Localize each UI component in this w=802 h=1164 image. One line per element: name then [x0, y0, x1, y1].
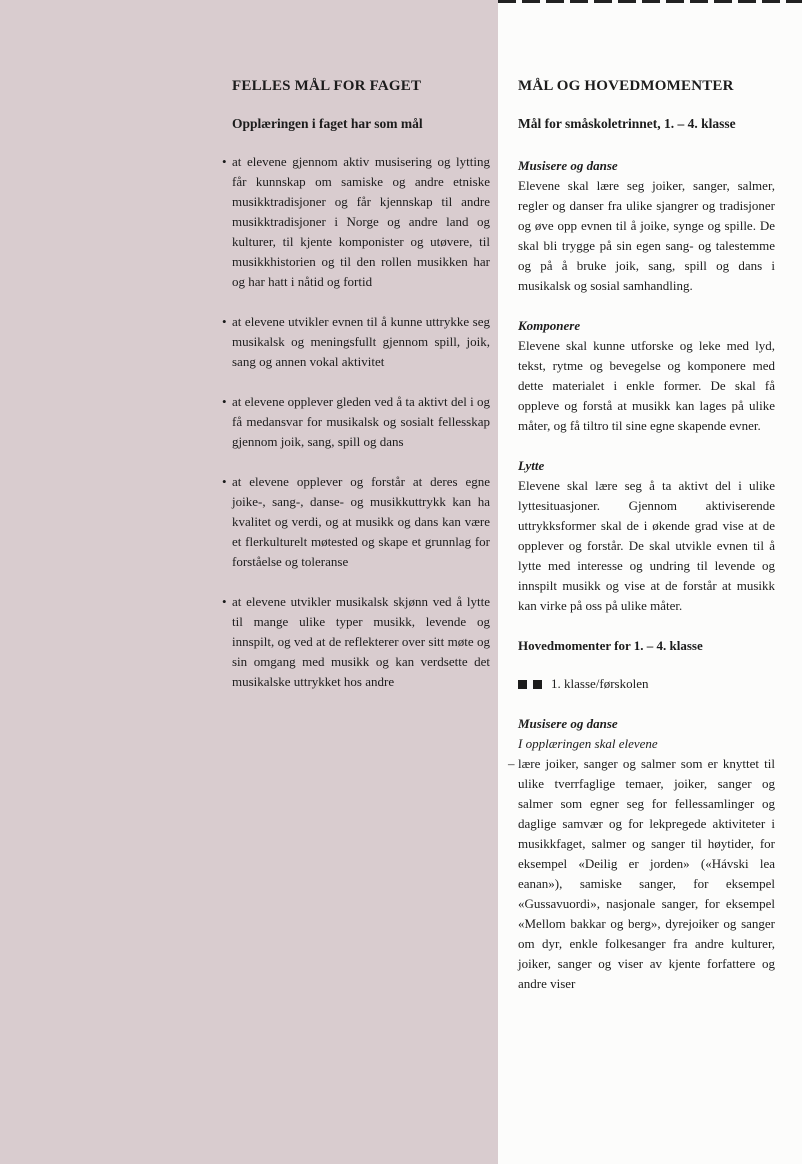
goal-bullet: • at elevene utvikler evnen til å kunne uttrykke seg musikalsk og meningsfullt gjennom spill, joik, sang og annen vokal aktivitet	[232, 312, 490, 372]
square-bullet-icon	[518, 680, 527, 689]
right-column	[518, 76, 775, 994]
left-subheading: Opplæringen i faget har som mål	[232, 116, 423, 131]
goal-bullet: • at elevene opplever og forstår at deres egne joike-, sang-, danse- og musikkuttrykk kan ha kvalitet og verdi, og at musikk og dans kan være et flerkulturelt møtested og skape et grunnlag for forståelse og toleranse	[232, 472, 490, 572]
section-text-lytte: Elevene skal lære seg å ta aktivt del i ulike lyttesituasjoner. Gjennom aktiviserende uttrykksformer skal de i økende grad vise at de opplever og forstår. De skal utvikle evnen til å lytte med interesse og undring til levende og innspilt musikk og vise at de forstår at musikk kan virke på oss på ulike måter.	[518, 478, 775, 613]
klasse-label: 1. klasse/førskolen	[551, 676, 649, 691]
square-bullet-icon	[533, 680, 542, 689]
goal-bullet: • at elevene gjennom aktiv musisering og lytting får kunnskap om samiske og andre etniske musikktradisjoner og får kjennskap til andre musikktradisjoner i Norge og andre land og kulturer, til kjente komponister og utøvere, til musikkhistorien og til den rollen musikken har og har hatt i nåtid og fortid	[232, 152, 490, 292]
top-dashed-rule	[498, 0, 802, 3]
section-title-musisere: Musisere og danse	[518, 158, 618, 173]
section-text-musisere: Elevene skal lære seg joiker, sanger, salmer, regler og danser fra ulike sjangrer og tradisjoner og øve opp evnen til å joike, synge og spille. De skal bli trygge på sin egen sang- og talestemme og på å bruke joik, sang, spill og dans i musikalsk og sosial samhandling.	[518, 178, 775, 293]
section-title-lytte: Lytte	[518, 458, 545, 473]
right-subheading: Mål for småskoletrinnet, 1. – 4. klasse	[518, 116, 736, 131]
section-title-komponere: Komponere	[518, 318, 581, 333]
goal-bullet-list	[232, 152, 490, 692]
left-column	[232, 76, 490, 712]
hovedmomenter-heading: Hovedmomenter for 1. – 4. klasse	[518, 638, 703, 653]
klasse-marker	[518, 674, 775, 694]
goal-bullet: • at elevene utvikler musikalsk skjønn ved å lytte til mange ulike typer musikk, levende og innspilt, og ved at de reflekterer over sitt møte og sin omgang med musikk og kan verdsette det musikalske uttrykket hos andre	[232, 592, 490, 692]
goal-bullet: • at elevene opplever gleden ved å ta aktivt del i og få medansvar for musikalsk og sosialt fellesskap gjennom joik, sang, spill og dans	[232, 392, 490, 452]
sub-section-title: Musisere og danse	[518, 716, 618, 731]
dash-list-item: – lære joiker, sanger og salmer som er knyttet til ulike tverrfaglige temaer, joiker, sanger og salmer som egner seg for fellessamlinger og daglige samvær og for lekpregede aktiviteter i musikkfaget, salmer og sanger til høytider, for eksempel «Deilig er jorden» («Hávski lea eanan»), samiske sanger, for eksempel «Gussavuordi», nasjonale sanger, for eksempel «Mellom bakkar og berg», dyrejoiker og sanger om dyr, enkle folkesanger fra andre kulturer, joiker, sanger og viser av kjente forfattere og andre viser	[518, 754, 775, 994]
section-text-komponere: Elevene skal kunne utforske og leke med lyd, tekst, rytme og bevegelse og komponere med dette materialet i enkle former. De skal få oppleve og forstå at musikk kan lages på ulike måter, og få tiltro til sine egne skapende evner.	[518, 338, 775, 433]
sub-section-intro: I opplæringen skal elevene	[518, 736, 658, 751]
left-heading: FELLES MÅL FOR FAGET	[232, 78, 422, 94]
right-heading: MÅL OG HOVEDMOMENTER	[518, 78, 734, 94]
